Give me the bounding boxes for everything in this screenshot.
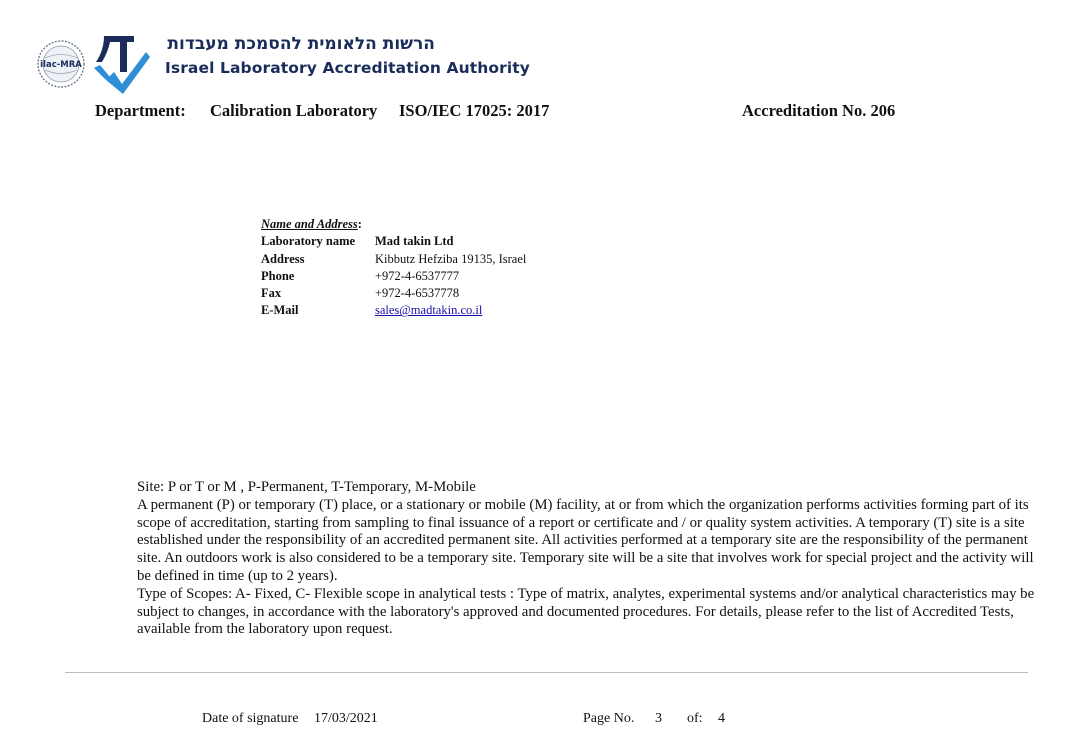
name-address-block: [261, 216, 527, 320]
page-number-label: Page No.: [583, 711, 635, 726]
page-of-label: of:: [687, 711, 703, 726]
phone-label: Phone: [261, 268, 295, 283]
email-row: [261, 302, 483, 319]
site-information: [137, 479, 1042, 639]
ila-brand-mark-icon: [90, 32, 152, 96]
lab-name-value: Mad takin Ltd: [375, 234, 454, 249]
phone-value: +972-4-6537777: [375, 268, 460, 283]
phone-row: [261, 268, 460, 285]
signature-date-label: Date of signature: [202, 711, 299, 726]
email-value-cell: [375, 302, 482, 319]
address-row: [261, 251, 527, 268]
site-types-line: Site: P or T or M , P-Permanent, T-Temporary, M-Mobile: [137, 479, 476, 495]
department-value: Calibration Laboratory: [210, 101, 378, 120]
fax-value: +972-4-6537778: [375, 286, 460, 301]
org-name-hebrew: הרשות הלאומית להסמכת מעבדות: [167, 34, 435, 54]
page-total: 4: [718, 711, 725, 726]
email-label: E-Mail: [261, 303, 299, 318]
lab-name-row: [261, 233, 454, 250]
svg-text:ilac-MRA: ilac-MRA: [40, 60, 82, 70]
ilac-mra-seal-icon: [36, 39, 86, 89]
header-logo: [34, 32, 531, 94]
fax-row: [261, 285, 460, 302]
accreditation-number: Accreditation No. 206: [742, 101, 896, 120]
department-label: Department:: [95, 101, 186, 120]
standard: ISO/IEC 17025: 2017: [399, 101, 550, 120]
address-label: Address: [261, 251, 305, 266]
scope-types-paragraph: Type of Scopes: A- Fixed, C- Flexible scope in analytical tests : Type of matrix, analytes, experimental systems and/or analytical characteristics may be subject to changes, in accordance with the laboratory's approved and documented procedures. For details, please refer to the list of Accredited Tests, available from the laboratory upon request.: [137, 585, 1035, 638]
name-address-title: Name and Address: [261, 217, 358, 231]
page-number: 3: [655, 711, 662, 726]
lab-name-label: Laboratory name: [261, 234, 356, 249]
name-address-heading: [261, 216, 362, 233]
address-value: Kibbutz Hefziba 19135, Israel: [375, 251, 527, 266]
email-link[interactable]: sales@madtakin.co.il: [375, 303, 483, 318]
site-definition-paragraph: A permanent (P) or temporary (T) place, or a stationary or mobile (M) facility, at or from which the organization performs activities forming part of its scope of accreditation, starting from sampling to final issuance of a report or certificate and / or quality system activities. A temporary (T) site is a site established under the responsibility of an accredited permanent site. All activities performed at a temporary site are the responsibility of the permanent site. An outdoors work is also considered to be a temporary site. Temporary site will be a site that involves work for special project and the activity will be defined in time (up to 2 years).: [137, 496, 1034, 584]
signature-date: 17/03/2021: [314, 711, 378, 726]
org-name-english: Israel Laboratory Accreditation Authority: [165, 59, 531, 77]
fax-label: Fax: [261, 286, 282, 301]
name-address-colon: :: [357, 217, 362, 231]
footer-divider: [65, 672, 1028, 673]
